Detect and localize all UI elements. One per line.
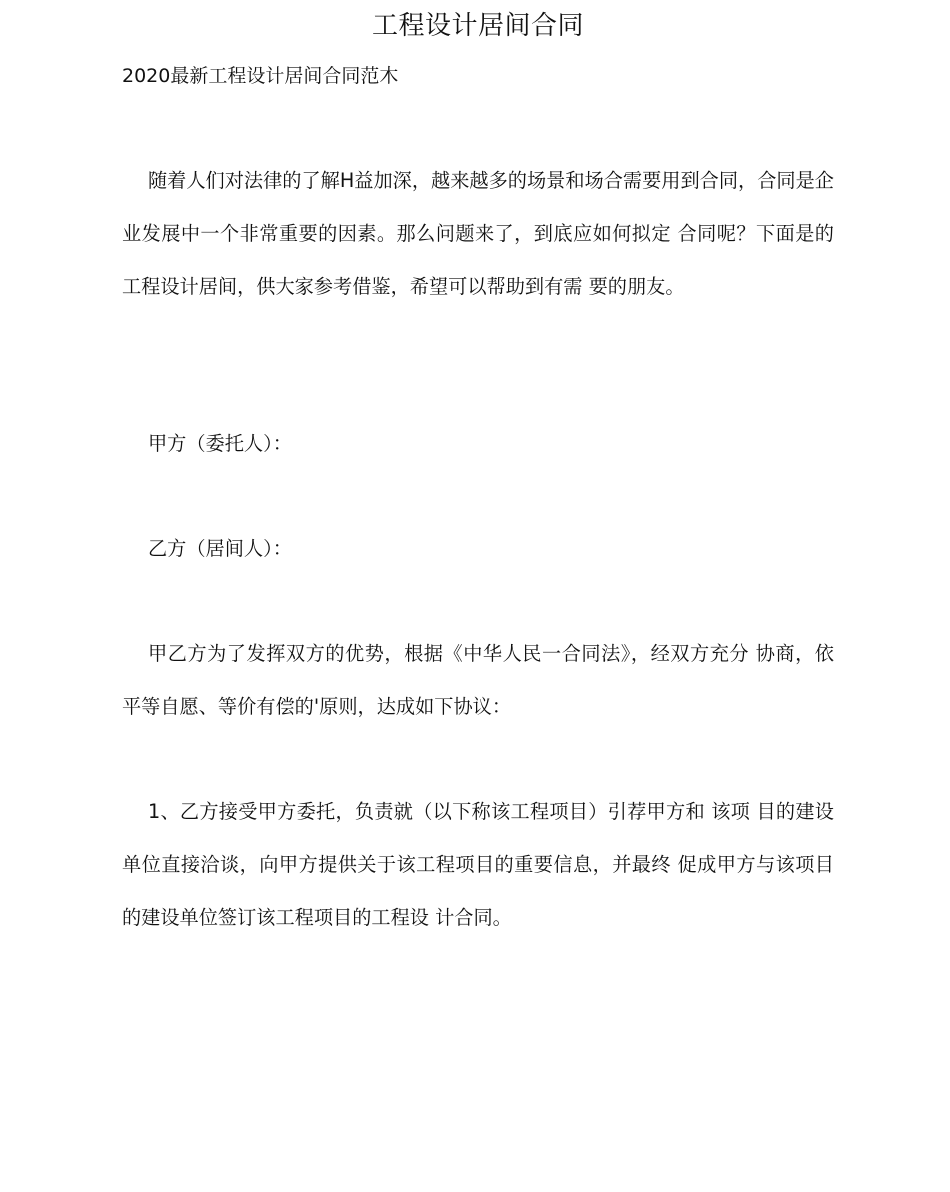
document-subtitle: 2020最新工程设计居间合同范木 [122,65,399,87]
party-a-line: 甲方（委托人）： [148,432,292,455]
intro-paragraph: 随着人们对法律的了解H益加深，越来越多的场景和场合需要用到合同，合同是企业发展中一个非常重要的因素。那么问题来了，到底应如何拟定 合同呢？下面是的工程设计居间，供大家参考借鉴，希望可以帮助到有需 要的朋友。 [122,169,834,298]
document-title: 工程设计居间合同 [371,11,584,41]
clause-1-paragraph: 1、乙方接受甲方委托，负责就（以下称该工程项目）引荐甲方和 该项 目的建设单位直接洽谈，向甲方提供关于该工程项目的重要信息，并最终 促成甲方与该项目的建设单位签订该工程项目的工程设 计合同。 [122,800,834,929]
agreement-paragraph: 甲乙方为了发挥双方的优势，根据《中华人民一合同法》，经双方充分 协商，依平等自愿、等价有偿的'原则，达成如下协议： [122,642,834,718]
party-b-line: 乙方（居间人）： [148,537,292,560]
